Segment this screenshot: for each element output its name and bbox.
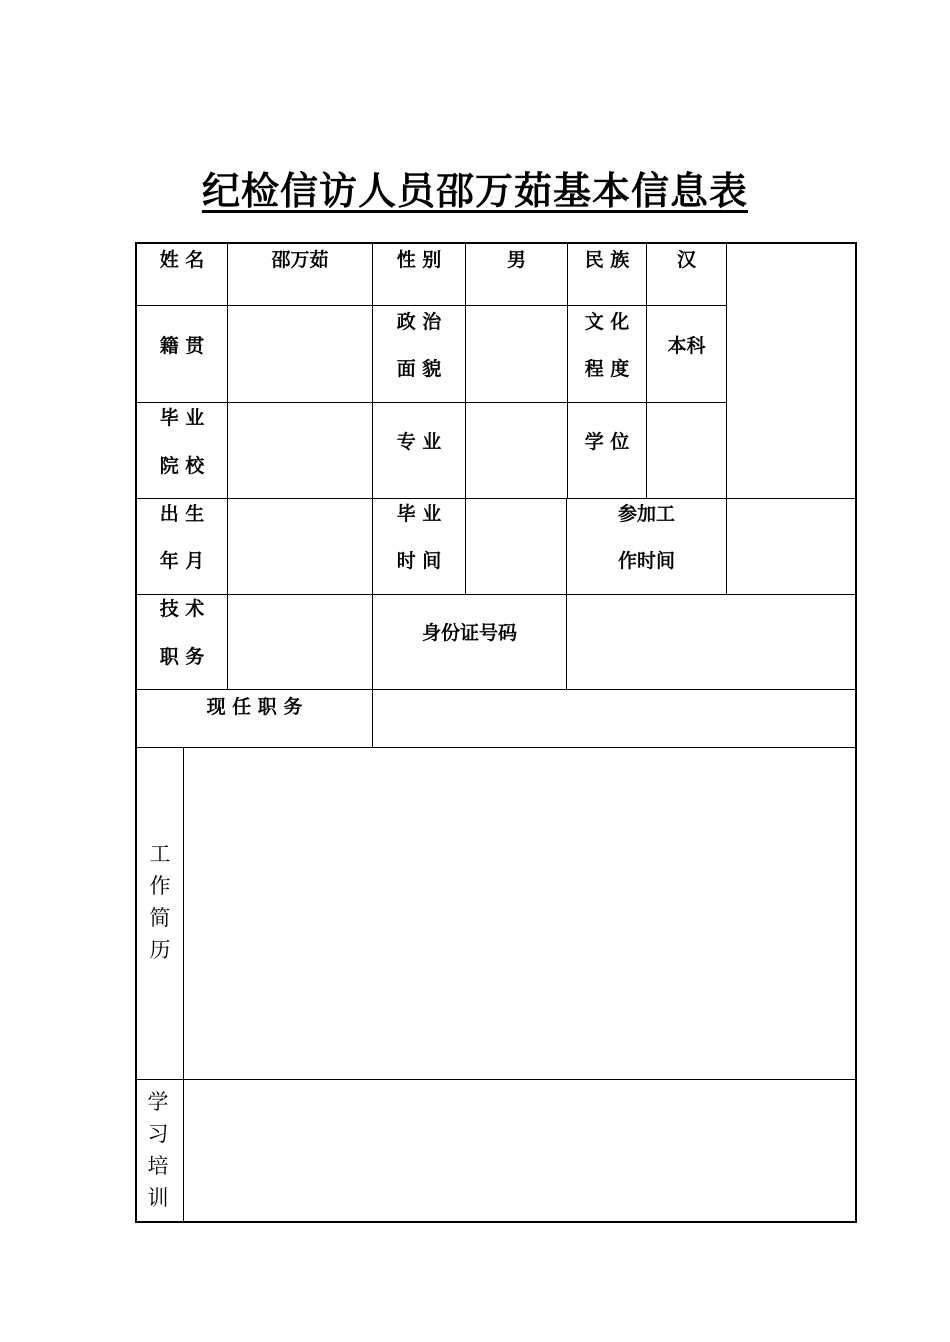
label-birth-2: 年 月 (159, 550, 205, 572)
col-line (566, 498, 567, 690)
label-work-history-char: 简 (149, 906, 171, 930)
row-line (136, 305, 726, 306)
label-native-place: 籍 贯 (159, 335, 205, 357)
label-work-start-2: 作时间 (617, 550, 675, 572)
label-political-1: 政 治 (396, 311, 442, 333)
col-line (183, 747, 184, 1222)
col-line (227, 243, 228, 690)
label-education-2: 程 度 (584, 358, 630, 380)
label-education-1: 文 化 (584, 311, 630, 333)
label-current-position: 现 任 职 务 (206, 696, 303, 718)
label-training-char: 习 (147, 1122, 169, 1146)
col-line (465, 243, 466, 595)
label-political-2: 面 貌 (396, 358, 442, 380)
label-birth-1: 出 生 (159, 503, 205, 525)
row-line (136, 689, 856, 690)
label-major: 专 业 (396, 431, 442, 453)
row-line (136, 747, 856, 748)
label-id-number: 身份证号码 (421, 622, 517, 644)
row-line (136, 402, 726, 403)
label-training-char: 训 (147, 1186, 169, 1210)
label-school-1: 毕 业 (159, 407, 205, 429)
label-school-2: 院 校 (159, 455, 205, 477)
form-title: 纪检信访人员邵万茹基本信息表 (201, 168, 748, 213)
table-border-left (135, 242, 137, 1223)
row-line (136, 594, 856, 595)
label-work-history-char: 历 (149, 938, 171, 962)
value-name: 邵万茹 (271, 249, 329, 271)
label-grad-time-1: 毕 业 (396, 503, 442, 525)
label-gender: 性 别 (396, 249, 442, 271)
label-work-history-char: 工 (149, 842, 171, 866)
col-line (726, 243, 727, 595)
label-training-char: 学 (147, 1090, 169, 1114)
table-border-top (135, 242, 857, 244)
table-border-bottom (135, 1221, 857, 1223)
value-ethnicity: 汉 (676, 249, 696, 271)
label-ethnicity: 民 族 (584, 249, 630, 271)
label-work-start-1: 参加工 (617, 503, 675, 525)
label-tech-title-2: 职 务 (159, 646, 205, 668)
table-border-right (855, 242, 857, 1223)
label-tech-title-1: 技 术 (159, 598, 205, 620)
row-line (136, 1079, 856, 1080)
label-training (143, 1086, 173, 1214)
row-line (136, 498, 856, 499)
label-degree: 学 位 (584, 431, 630, 453)
value-gender: 男 (506, 249, 526, 271)
value-education: 本科 (667, 335, 706, 357)
label-training-char: 培 (147, 1154, 169, 1178)
label-work-history-char: 作 (149, 874, 171, 898)
label-grad-time-2: 时 间 (396, 550, 442, 572)
col-line (646, 243, 647, 499)
label-work-history (145, 838, 175, 966)
label-name: 姓 名 (159, 249, 205, 271)
